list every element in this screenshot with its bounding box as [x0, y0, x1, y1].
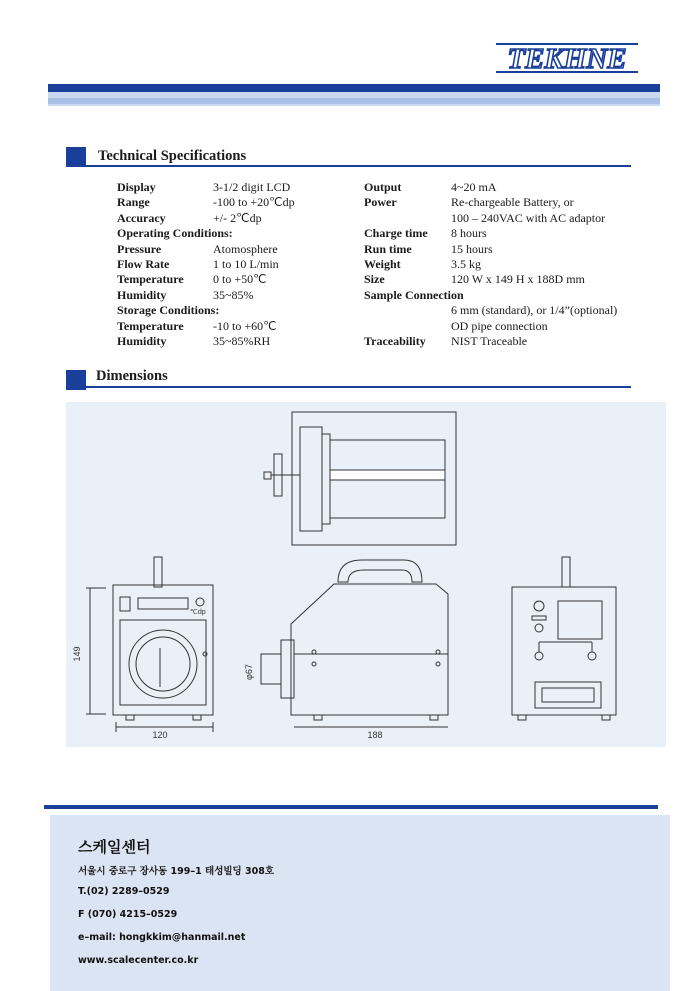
spec-row	[364, 303, 654, 318]
spec-value: 6 mm (standard), or 1/4”(optional)	[451, 303, 618, 318]
spec-value: -10 to +60℃	[213, 318, 277, 333]
spec-row	[117, 242, 347, 257]
spec-row	[117, 334, 347, 349]
technical-specifications-title: Technical Specifications	[98, 148, 247, 164]
spec-group-label: Operating Conditions:	[117, 226, 233, 241]
company-name: 스케일센터	[78, 838, 151, 856]
company-email: e–mail: hongkkim@hanmail.net	[78, 932, 246, 943]
spec-value: 35~85%	[213, 287, 254, 302]
spec-value: 8 hours	[451, 226, 487, 241]
spec-label: Output	[364, 180, 402, 194]
logo-text: TEKHNE	[507, 43, 627, 75]
spec-value: 35~85%RH	[213, 333, 271, 348]
section-marker	[66, 370, 86, 390]
spec-value: 1 to 10 L/min	[213, 256, 279, 271]
section-marker	[66, 147, 86, 167]
spec-value: 100 – 240VAC with AC adaptor	[451, 210, 606, 225]
spec-label	[364, 303, 451, 318]
company-tel: T.(02) 2289–0529	[78, 886, 170, 897]
spec-row	[364, 334, 654, 349]
rear-view	[512, 557, 616, 720]
spec-value: 3-1/2 digit LCD	[213, 180, 291, 194]
spec-value: 4~20 mA	[451, 180, 497, 194]
company-address: 서울시 중로구 장사동 199–1 태성빌딩 308호	[78, 866, 275, 877]
spec-value: 3.5 kg	[451, 256, 481, 271]
spec-row	[364, 226, 654, 241]
spec-value: OD pipe connection	[451, 318, 548, 333]
header-band	[48, 84, 660, 92]
spec-row	[117, 257, 347, 272]
spec-label: Humidity	[117, 333, 167, 348]
front-view	[86, 557, 213, 732]
spec-row	[364, 319, 654, 334]
spec-row	[364, 288, 654, 303]
spec-row	[117, 180, 347, 195]
specs-left	[117, 180, 347, 349]
spec-row	[364, 195, 654, 210]
spec-label: Accuracy	[117, 210, 166, 225]
spec-label: Flow Rate	[117, 256, 170, 271]
spec-value: 0 to +50℃	[213, 272, 267, 287]
spec-row	[364, 180, 654, 195]
spec-value: Atomosphere	[213, 241, 278, 256]
spec-label	[364, 319, 451, 334]
spec-label: Range	[117, 195, 150, 210]
spec-row	[364, 242, 654, 257]
spec-label: Size	[364, 272, 385, 287]
specs-right	[364, 180, 654, 349]
spec-label: Temperature	[117, 318, 184, 333]
spec-value: 120 W x 149 H x 188D mm	[451, 272, 585, 287]
spec-group-label: Sample Connection	[364, 287, 464, 302]
spec-row	[364, 257, 654, 272]
dimensions-drawing	[66, 402, 666, 747]
spec-row	[364, 211, 654, 226]
section-underline	[86, 165, 631, 167]
spec-label: Power	[364, 195, 397, 210]
section-underline	[86, 386, 631, 388]
spec-value: Re-chargeable Battery, or	[451, 195, 574, 210]
tekhne-logo	[492, 40, 642, 76]
company-website: www.scalecenter.co.kr	[78, 955, 199, 966]
spec-label: Traceability	[364, 333, 426, 348]
dim-height-label: 149	[72, 646, 82, 662]
spec-row	[117, 272, 347, 287]
spec-value: -100 to +20℃dp	[213, 195, 295, 210]
spec-label: Pressure	[117, 241, 162, 256]
spec-row	[117, 211, 347, 226]
spec-label: Weight	[364, 256, 401, 271]
spec-row	[117, 195, 347, 210]
spec-label	[364, 211, 451, 226]
spec-group-label: Storage Conditions:	[117, 303, 220, 318]
display-unit-label: ℃dp	[190, 609, 206, 616]
dim-width-label: 120	[152, 730, 168, 740]
spec-label: Humidity	[117, 287, 167, 302]
header-band-mid	[48, 98, 660, 104]
company-fax: F (070) 4215–0529	[78, 909, 178, 920]
spec-row	[117, 319, 347, 334]
dim-depth-label: 188	[367, 730, 383, 740]
top-view	[264, 412, 456, 545]
spec-label: Run time	[364, 241, 412, 256]
spec-label: Temperature	[117, 272, 184, 287]
spec-label: Charge time	[364, 226, 428, 241]
spec-value: NIST Traceable	[451, 333, 528, 348]
spec-label: Display	[117, 180, 156, 194]
spec-value: 15 hours	[451, 241, 493, 256]
dim-pipe-label: φ67	[244, 664, 254, 680]
spec-row	[117, 226, 347, 241]
spec-value: +/- 2℃dp	[213, 210, 262, 225]
side-view	[261, 560, 448, 727]
footer-band	[44, 805, 658, 809]
spec-row	[117, 303, 347, 318]
dimensions-title: Dimensions	[96, 368, 168, 384]
spec-row	[364, 272, 654, 287]
spec-row	[117, 288, 347, 303]
